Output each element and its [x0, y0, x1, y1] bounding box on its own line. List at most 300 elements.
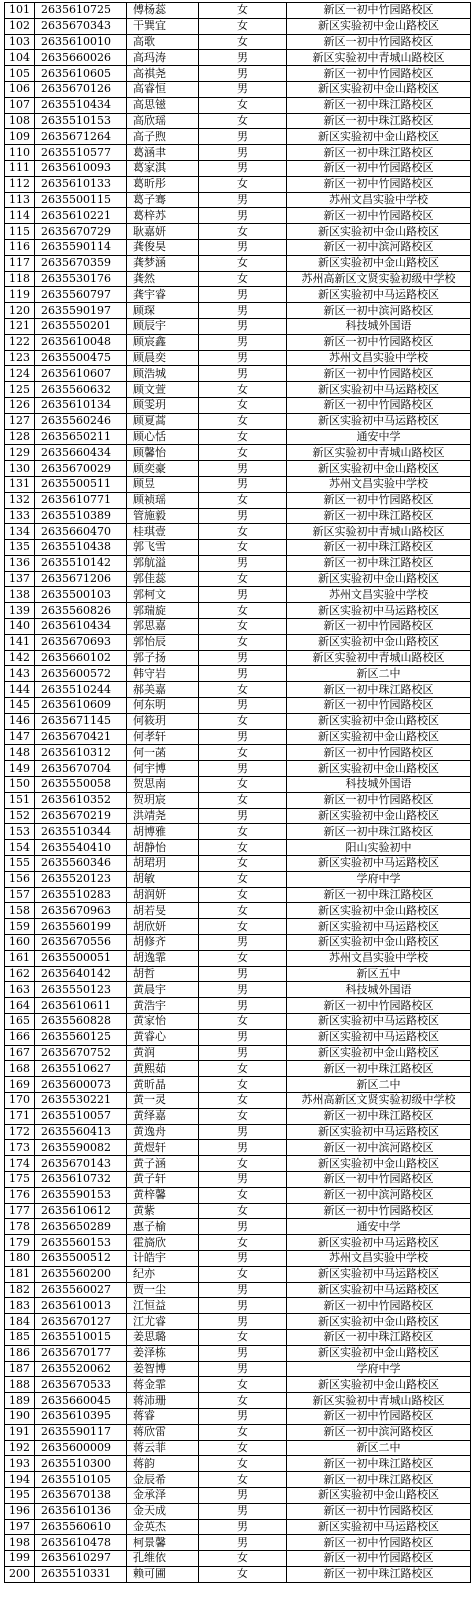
student-id-cell: 2635671206	[35, 571, 127, 587]
row-number-cell: 123	[5, 350, 35, 366]
student-name-cell: 何孝轩	[127, 729, 199, 745]
table-row	[5, 334, 471, 350]
student-id-cell: 2635610395	[35, 1408, 127, 1424]
student-name-cell: 葛家淇	[127, 160, 199, 176]
gender-cell: 男	[199, 476, 287, 492]
student-name-cell: 龚梦涵	[127, 255, 199, 271]
school-cell: 新区实验初中马运路校区	[287, 1235, 471, 1251]
student-name-cell: 姜泽栋	[127, 1345, 199, 1361]
gender-cell: 女	[199, 1329, 287, 1345]
gender-cell: 男	[199, 303, 287, 319]
gender-cell: 女	[199, 524, 287, 540]
gender-cell: 女	[199, 176, 287, 192]
student-id-cell: 2635610093	[35, 160, 127, 176]
table-row	[5, 1156, 471, 1172]
table-row	[5, 1171, 471, 1187]
school-cell: 苏州文昌实验中学校	[287, 350, 471, 366]
student-id-cell: 2635671145	[35, 713, 127, 729]
student-id-cell: 2635610352	[35, 792, 127, 808]
row-number-cell: 181	[5, 1266, 35, 1282]
table-row	[5, 698, 471, 714]
student-name-cell: 黄浩宇	[127, 998, 199, 1014]
row-number-cell: 167	[5, 1045, 35, 1061]
student-id-cell: 2635640142	[35, 966, 127, 982]
student-name-cell: 胡润妍	[127, 887, 199, 903]
student-id-cell: 2635660434	[35, 445, 127, 461]
school-cell: 学府中学	[287, 1361, 471, 1377]
student-id-cell: 2635670556	[35, 935, 127, 951]
school-cell: 新区实验初中金山路校区	[287, 729, 471, 745]
table-row	[5, 397, 471, 413]
table-row	[5, 1298, 471, 1314]
gender-cell: 男	[199, 1361, 287, 1377]
school-cell: 新区一初中竹园路校区	[287, 397, 471, 413]
gender-cell: 男	[199, 66, 287, 82]
table-row	[5, 682, 471, 698]
row-number-cell: 151	[5, 792, 35, 808]
table-row	[5, 129, 471, 145]
student-name-cell: 韩守岩	[127, 666, 199, 682]
student-id-cell: 2635600009	[35, 1440, 127, 1456]
gender-cell: 女	[199, 1266, 287, 1282]
student-name-cell: 顾奕豪	[127, 461, 199, 477]
student-name-cell: 郝美嘉	[127, 682, 199, 698]
student-id-cell: 2635530176	[35, 271, 127, 287]
school-cell: 新区实验初中青城山路校区	[287, 650, 471, 666]
school-cell: 新区二中	[287, 666, 471, 682]
student-name-cell: 金承泽	[127, 1487, 199, 1503]
student-id-cell: 2635550058	[35, 777, 127, 793]
gender-cell: 女	[199, 1092, 287, 1108]
gender-cell: 男	[199, 1345, 287, 1361]
student-id-cell: 2635610609	[35, 698, 127, 714]
student-name-cell: 高祺尧	[127, 66, 199, 82]
row-number-cell: 180	[5, 1250, 35, 1266]
student-id-cell: 2635560246	[35, 413, 127, 429]
row-number-cell: 147	[5, 729, 35, 745]
table-row	[5, 840, 471, 856]
table-row	[5, 287, 471, 303]
student-name-cell: 郭航溢	[127, 555, 199, 571]
row-number-cell: 174	[5, 1156, 35, 1172]
table-row	[5, 824, 471, 840]
student-id-cell: 2635660102	[35, 650, 127, 666]
table-row	[5, 255, 471, 271]
student-name-cell: 贺思南	[127, 777, 199, 793]
row-number-cell: 161	[5, 950, 35, 966]
table-row	[5, 208, 471, 224]
gender-cell: 女	[199, 18, 287, 34]
student-name-cell: 胡欣妍	[127, 919, 199, 935]
student-id-cell: 2635610297	[35, 1551, 127, 1567]
school-cell: 新区一初中竹园路校区	[287, 208, 471, 224]
table-row	[5, 34, 471, 50]
school-cell: 新区一初中珠江路校区	[287, 1329, 471, 1345]
student-id-cell: 2635510344	[35, 824, 127, 840]
table-row	[5, 1377, 471, 1393]
gender-cell: 男	[199, 239, 287, 255]
row-number-cell: 170	[5, 1092, 35, 1108]
school-cell: 苏州高新区文贤实验初级中学校	[287, 1092, 471, 1108]
gender-cell: 男	[199, 1408, 287, 1424]
school-cell: 苏州高新区文贤实验初级中学校	[287, 271, 471, 287]
student-id-cell: 2635510331	[35, 1566, 127, 1582]
student-id-cell: 2635670143	[35, 1156, 127, 1172]
table-row	[5, 1282, 471, 1298]
row-number-cell: 188	[5, 1377, 35, 1393]
gender-cell: 女	[199, 255, 287, 271]
row-number-cell: 114	[5, 208, 35, 224]
row-number-cell: 120	[5, 303, 35, 319]
row-number-cell: 166	[5, 1029, 35, 1045]
student-id-cell: 2635610607	[35, 366, 127, 382]
row-number-cell: 125	[5, 382, 35, 398]
row-number-cell: 200	[5, 1566, 35, 1582]
gender-cell: 女	[199, 97, 287, 113]
row-number-cell: 163	[5, 982, 35, 998]
school-cell: 新区二中	[287, 1077, 471, 1093]
student-id-cell: 2635670752	[35, 1045, 127, 1061]
table-row	[5, 318, 471, 334]
student-name-cell: 高睿恒	[127, 81, 199, 97]
gender-cell: 女	[199, 1156, 287, 1172]
gender-cell: 女	[199, 619, 287, 635]
table-row	[5, 445, 471, 461]
school-cell: 新区实验初中马运路校区	[287, 856, 471, 872]
table-row	[5, 1266, 471, 1282]
table-row	[5, 935, 471, 951]
row-number-cell: 136	[5, 555, 35, 571]
student-id-cell: 2635610605	[35, 66, 127, 82]
student-name-cell: 顾辰宇	[127, 318, 199, 334]
school-cell: 新区实验初中马运路校区	[287, 287, 471, 303]
table-row	[5, 1061, 471, 1077]
student-id-cell: 2635610434	[35, 619, 127, 635]
school-cell: 新区实验初中金山路校区	[287, 713, 471, 729]
row-number-cell: 189	[5, 1393, 35, 1409]
gender-cell: 女	[199, 682, 287, 698]
row-number-cell: 133	[5, 508, 35, 524]
student-id-cell: 2635670138	[35, 1487, 127, 1503]
student-id-cell: 2635550201	[35, 318, 127, 334]
student-id-cell: 2635671264	[35, 129, 127, 145]
table-row	[5, 540, 471, 556]
student-name-cell: 贾一尘	[127, 1282, 199, 1298]
student-name-cell: 郭佳蕊	[127, 571, 199, 587]
school-cell: 新区一初中竹园路校区	[287, 334, 471, 350]
table-row	[5, 634, 471, 650]
student-id-cell: 2635670359	[35, 255, 127, 271]
row-number-cell: 196	[5, 1503, 35, 1519]
student-id-cell: 2635590117	[35, 1424, 127, 1440]
student-id-cell: 2635670729	[35, 224, 127, 240]
student-name-cell: 管施毅	[127, 508, 199, 524]
gender-cell: 女	[199, 1235, 287, 1251]
student-name-cell: 黄紫	[127, 1203, 199, 1219]
student-id-cell: 2635500115	[35, 192, 127, 208]
table-row	[5, 1535, 471, 1551]
student-name-cell: 何宇博	[127, 761, 199, 777]
table-row	[5, 792, 471, 808]
table-row	[5, 224, 471, 240]
student-name-cell: 耿嘉妍	[127, 224, 199, 240]
school-cell: 苏州文昌实验中学校	[287, 1250, 471, 1266]
gender-cell: 女	[199, 792, 287, 808]
gender-cell: 男	[199, 318, 287, 334]
school-cell: 新区实验初中金山路校区	[287, 1045, 471, 1061]
student-id-cell: 2635510389	[35, 508, 127, 524]
student-name-cell: 蒋金霏	[127, 1377, 199, 1393]
school-cell: 新区实验初中青城山路校区	[287, 445, 471, 461]
student-name-cell: 顾文萱	[127, 382, 199, 398]
row-number-cell: 121	[5, 318, 35, 334]
table-row	[5, 1045, 471, 1061]
school-cell: 新区实验初中马运路校区	[287, 1282, 471, 1298]
student-name-cell: 葛梓苏	[127, 208, 199, 224]
gender-cell: 男	[199, 698, 287, 714]
table-row	[5, 571, 471, 587]
gender-cell: 女	[199, 745, 287, 761]
table-row	[5, 950, 471, 966]
table-row	[5, 1408, 471, 1424]
gender-cell: 男	[199, 334, 287, 350]
gender-cell: 女	[199, 1551, 287, 1567]
table-row	[5, 1250, 471, 1266]
student-name-cell: 蒋沛珊	[127, 1393, 199, 1409]
school-cell: 新区实验初中马运路校区	[287, 1014, 471, 1030]
gender-cell: 男	[199, 935, 287, 951]
table-row	[5, 271, 471, 287]
school-cell: 新区实验初中青城山路校区	[287, 1393, 471, 1409]
table-row	[5, 650, 471, 666]
row-number-cell: 142	[5, 650, 35, 666]
row-number-cell: 126	[5, 397, 35, 413]
gender-cell: 女	[199, 887, 287, 903]
row-number-cell: 119	[5, 287, 35, 303]
student-name-cell: 柯景馨	[127, 1535, 199, 1551]
table-row	[5, 1472, 471, 1488]
student-id-cell: 2635670963	[35, 903, 127, 919]
student-id-cell: 2635600572	[35, 666, 127, 682]
table-row	[5, 303, 471, 319]
school-cell: 新区实验初中马运路校区	[287, 603, 471, 619]
student-name-cell: 江恒益	[127, 1298, 199, 1314]
student-name-cell: 胡哲	[127, 966, 199, 982]
gender-cell: 男	[199, 208, 287, 224]
school-cell: 新区实验初中金山路校区	[287, 1156, 471, 1172]
student-name-cell: 高欣瑶	[127, 113, 199, 129]
row-number-cell: 168	[5, 1061, 35, 1077]
student-id-cell: 2635510283	[35, 887, 127, 903]
student-id-cell: 2635520123	[35, 871, 127, 887]
table-row	[5, 808, 471, 824]
student-id-cell: 2635660045	[35, 1393, 127, 1409]
gender-cell: 女	[199, 603, 287, 619]
row-number-cell: 124	[5, 366, 35, 382]
gender-cell: 男	[199, 1124, 287, 1140]
school-cell: 新区实验初中金山路校区	[287, 461, 471, 477]
gender-cell: 女	[199, 224, 287, 240]
table-row	[5, 476, 471, 492]
row-number-cell: 182	[5, 1282, 35, 1298]
student-id-cell: 2635610010	[35, 34, 127, 50]
school-cell: 新区实验初中金山路校区	[287, 571, 471, 587]
school-cell: 新区实验初中金山路校区	[287, 129, 471, 145]
table-row	[5, 1140, 471, 1156]
gender-cell: 男	[199, 287, 287, 303]
school-cell: 新区实验初中金山路校区	[287, 255, 471, 271]
gender-cell: 女	[199, 1566, 287, 1582]
student-name-cell: 顾雯玥	[127, 397, 199, 413]
student-id-cell: 2635560125	[35, 1029, 127, 1045]
school-cell: 科技城外国语	[287, 318, 471, 334]
row-number-cell: 158	[5, 903, 35, 919]
table-row	[5, 1124, 471, 1140]
school-cell: 新区一初中珠江路校区	[287, 555, 471, 571]
table-row	[5, 176, 471, 192]
table-row	[5, 1345, 471, 1361]
student-name-cell: 胡修齐	[127, 935, 199, 951]
student-id-cell: 2635670693	[35, 634, 127, 650]
school-cell: 新区实验初中金山路校区	[287, 1314, 471, 1330]
school-cell: 新区一初中竹园路校区	[287, 34, 471, 50]
table-row	[5, 1108, 471, 1124]
student-name-cell: 龚俊昊	[127, 239, 199, 255]
gender-cell: 女	[199, 571, 287, 587]
row-number-cell: 108	[5, 113, 35, 129]
student-name-cell: 顾浩城	[127, 366, 199, 382]
gender-cell: 女	[199, 540, 287, 556]
table-row	[5, 66, 471, 82]
student-id-cell: 2635660026	[35, 50, 127, 66]
student-id-cell: 2635560610	[35, 1519, 127, 1535]
table-row	[5, 1551, 471, 1567]
school-cell: 新区实验初中金山路校区	[287, 1345, 471, 1361]
gender-cell: 男	[199, 192, 287, 208]
school-cell: 新区实验初中金山路校区	[287, 18, 471, 34]
student-name-cell: 姜思璐	[127, 1329, 199, 1345]
student-name-cell: 葛子骞	[127, 192, 199, 208]
school-cell: 新区实验初中金山路校区	[287, 224, 471, 240]
student-name-cell: 黄润	[127, 1045, 199, 1061]
school-cell: 新区实验初中青城山路校区	[287, 524, 471, 540]
student-name-cell: 顾祯瑶	[127, 492, 199, 508]
table-row	[5, 1393, 471, 1409]
row-number-cell: 187	[5, 1361, 35, 1377]
school-cell: 新区一初中竹园路校区	[287, 998, 471, 1014]
gender-cell: 女	[199, 1203, 287, 1219]
gender-cell: 男	[199, 966, 287, 982]
school-cell: 苏州文昌实验中学校	[287, 192, 471, 208]
gender-cell: 女	[199, 1393, 287, 1409]
student-name-cell: 胡若旻	[127, 903, 199, 919]
row-number-cell: 101	[5, 3, 35, 19]
student-id-cell: 2635560413	[35, 1124, 127, 1140]
student-name-cell: 何筱玥	[127, 713, 199, 729]
student-id-cell: 2635590197	[35, 303, 127, 319]
row-number-cell: 135	[5, 540, 35, 556]
school-cell: 新区一初中珠江路校区	[287, 113, 471, 129]
gender-cell: 男	[199, 998, 287, 1014]
student-name-cell: 胡敏	[127, 871, 199, 887]
table-row	[5, 350, 471, 366]
table-row	[5, 856, 471, 872]
row-number-cell: 154	[5, 840, 35, 856]
gender-cell: 男	[199, 1250, 287, 1266]
student-id-cell: 2635510057	[35, 1108, 127, 1124]
gender-cell: 男	[199, 1219, 287, 1235]
table-row	[5, 524, 471, 540]
student-id-cell: 2635510300	[35, 1456, 127, 1472]
student-name-cell: 蒋睿	[127, 1408, 199, 1424]
school-cell: 新区实验初中金山路校区	[287, 81, 471, 97]
gender-cell: 女	[199, 429, 287, 445]
student-id-cell: 2635510438	[35, 540, 127, 556]
table-row	[5, 555, 471, 571]
row-number-cell: 146	[5, 713, 35, 729]
school-cell: 新区实验初中金山路校区	[287, 761, 471, 777]
student-id-cell: 2635550123	[35, 982, 127, 998]
gender-cell: 女	[199, 413, 287, 429]
table-row	[5, 1314, 471, 1330]
gender-cell: 女	[199, 1377, 287, 1393]
row-number-cell: 137	[5, 571, 35, 587]
student-name-cell: 胡博雅	[127, 824, 199, 840]
student-id-cell: 2635610136	[35, 1503, 127, 1519]
student-name-cell: 胡静怡	[127, 840, 199, 856]
table-row	[5, 998, 471, 1014]
row-number-cell: 150	[5, 777, 35, 793]
student-id-cell: 2635560346	[35, 856, 127, 872]
student-id-cell: 2635510627	[35, 1061, 127, 1077]
table-row	[5, 366, 471, 382]
student-name-cell: 桂琪壹	[127, 524, 199, 540]
school-cell: 新区一初中竹园路校区	[287, 1551, 471, 1567]
table-row	[5, 508, 471, 524]
school-cell: 学府中学	[287, 871, 471, 887]
table-row	[5, 1519, 471, 1535]
gender-cell: 男	[199, 129, 287, 145]
table-row	[5, 1487, 471, 1503]
student-name-cell: 惠子榆	[127, 1219, 199, 1235]
student-id-cell: 2635610312	[35, 745, 127, 761]
row-number-cell: 197	[5, 1519, 35, 1535]
school-cell: 新区一初中珠江路校区	[287, 824, 471, 840]
table-row	[5, 745, 471, 761]
table-row	[5, 1203, 471, 1219]
student-name-cell: 胡逸霏	[127, 950, 199, 966]
school-cell: 苏州文昌实验中学校	[287, 950, 471, 966]
student-id-cell: 2635670029	[35, 461, 127, 477]
gender-cell: 女	[199, 1077, 287, 1093]
table-row	[5, 192, 471, 208]
student-name-cell: 黄子轩	[127, 1171, 199, 1187]
school-cell: 新区一初中竹园路校区	[287, 1203, 471, 1219]
school-cell: 苏州文昌实验中学校	[287, 476, 471, 492]
student-name-cell: 纪亦	[127, 1266, 199, 1282]
gender-cell: 男	[199, 650, 287, 666]
student-name-cell: 黄家怡	[127, 1014, 199, 1030]
school-cell: 阳山实验初中	[287, 840, 471, 856]
student-roster-table	[4, 2, 471, 1583]
row-number-cell: 190	[5, 1408, 35, 1424]
gender-cell: 女	[199, 492, 287, 508]
student-name-cell: 江尤睿	[127, 1314, 199, 1330]
student-name-cell: 郭飞雪	[127, 540, 199, 556]
gender-cell: 男	[199, 1029, 287, 1045]
table-row	[5, 1235, 471, 1251]
row-number-cell: 122	[5, 334, 35, 350]
